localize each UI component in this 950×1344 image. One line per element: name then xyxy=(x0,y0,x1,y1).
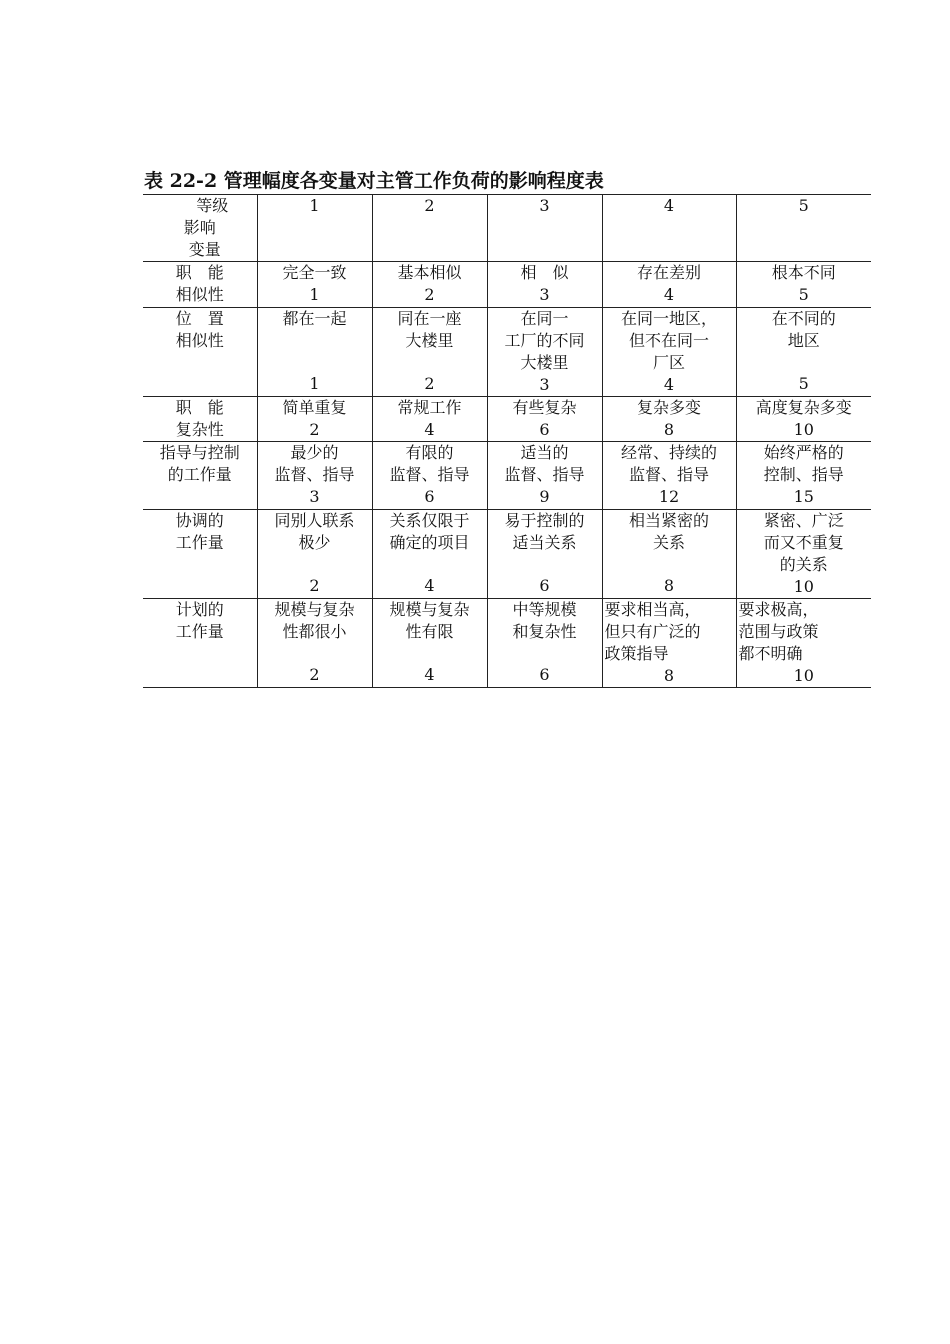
rating-score: 3 xyxy=(539,285,550,304)
rating-description-line: 基本相似 xyxy=(397,263,462,282)
rating-description-line: 常规工作 xyxy=(397,398,462,417)
rating-description xyxy=(260,442,370,486)
rating-score: 5 xyxy=(798,374,809,393)
rating-description-line: 高度复杂多变 xyxy=(755,398,852,417)
rating-score: 12 xyxy=(658,487,680,506)
variable-cell xyxy=(143,510,257,599)
rating-score: 2 xyxy=(424,285,435,304)
variable-cell xyxy=(143,262,257,308)
rating-cell xyxy=(736,510,871,599)
rating-cell xyxy=(257,599,372,688)
rating-description-line: 而又不重复 xyxy=(763,533,844,552)
rating-score: 5 xyxy=(798,285,809,304)
rating-score: 8 xyxy=(663,666,675,685)
rating-cell xyxy=(257,397,372,442)
rating-score: 6 xyxy=(539,665,550,684)
rating-cell xyxy=(602,510,736,599)
rating-description xyxy=(605,262,734,284)
rating-description-line: 监督、指导 xyxy=(274,465,355,484)
rating-score: 3 xyxy=(539,375,550,394)
rating-description xyxy=(605,308,734,374)
rating-score: 2 xyxy=(309,576,320,595)
rating-cell xyxy=(602,397,736,442)
rating-score: 6 xyxy=(539,576,550,595)
rating-description-line: 完全一致 xyxy=(282,263,347,282)
rating-score: 8 xyxy=(663,420,675,439)
rating-description xyxy=(739,308,870,352)
rating-description-line: 但不在同一 xyxy=(628,331,709,350)
rating-cell xyxy=(736,442,871,510)
variable-label-line: 计划的 xyxy=(175,600,224,619)
rating-description-line: 要求极高， xyxy=(738,600,819,619)
rating-description xyxy=(739,599,870,665)
rating-score: 3 xyxy=(309,487,320,506)
rating-score: 1 xyxy=(309,285,320,304)
rating-score: 2 xyxy=(424,374,435,393)
rating-cell xyxy=(257,510,372,599)
rating-description xyxy=(490,308,600,374)
rating-description-line: 和复杂性 xyxy=(512,622,577,641)
variable-label-line: 职 能 xyxy=(175,398,224,417)
rating-score: 10 xyxy=(793,577,814,596)
rating-description-line: 控制、指导 xyxy=(763,465,844,484)
table-row xyxy=(143,510,871,599)
rating-description-line: 复杂多变 xyxy=(636,398,701,417)
rating-description xyxy=(490,397,600,419)
rating-description xyxy=(605,442,734,486)
rating-description-line: 相当紧密的 xyxy=(628,511,709,530)
rating-description-line: 规模与复杂 xyxy=(274,600,355,619)
rating-score: 1 xyxy=(309,374,320,393)
rating-description-line: 性都很小 xyxy=(282,622,347,641)
variable-cell xyxy=(143,308,257,397)
rating-score: 4 xyxy=(663,285,675,304)
rating-description xyxy=(375,397,485,419)
rating-cell xyxy=(736,397,871,442)
rating-description xyxy=(260,510,370,554)
variable-label-line: 位 置 xyxy=(175,309,224,328)
rating-description xyxy=(605,599,734,665)
rating-description-line: 中等规模 xyxy=(512,600,577,619)
variable-cell xyxy=(143,599,257,688)
rating-description-line: 适当关系 xyxy=(512,533,577,552)
rating-description xyxy=(375,442,485,486)
rating-cell xyxy=(487,262,602,308)
rating-score: 8 xyxy=(663,576,675,595)
rating-cell xyxy=(487,442,602,510)
rating-description-line: 规模与复杂 xyxy=(389,600,470,619)
rating-cell xyxy=(602,308,736,397)
rating-description xyxy=(739,262,870,284)
rating-description-line: 都不明确 xyxy=(738,644,803,663)
rating-score: 6 xyxy=(539,420,550,439)
variable-cell xyxy=(143,442,257,510)
variable-label-line: 协调的 xyxy=(175,511,224,530)
rating-cell xyxy=(602,599,736,688)
level-header-4: 4 xyxy=(602,195,736,262)
rating-cell xyxy=(372,397,487,442)
rating-description-line: 根本不同 xyxy=(771,263,836,282)
rating-score: 4 xyxy=(424,576,435,595)
rating-description-line: 性有限 xyxy=(405,622,454,641)
rating-description xyxy=(375,510,485,554)
rating-description xyxy=(490,442,600,486)
rating-cell xyxy=(602,262,736,308)
rating-description-line: 极少 xyxy=(298,533,331,552)
rating-description-line: 范围与政策 xyxy=(738,622,819,641)
corner-influence-label: 影响 xyxy=(183,218,216,237)
rating-description-line: 政策指导 xyxy=(604,644,669,663)
rating-description-line: 最少的 xyxy=(290,443,339,462)
rating-cell xyxy=(487,510,602,599)
rating-description-line: 厂区 xyxy=(652,353,685,372)
rating-description-line: 大楼里 xyxy=(520,353,569,372)
rating-description xyxy=(739,397,870,419)
level-header-2: 2 xyxy=(372,195,487,262)
rating-score: 6 xyxy=(424,487,435,506)
level-header-3: 3 xyxy=(487,195,602,262)
rating-score: 9 xyxy=(539,487,550,506)
variable-label-line: 的工作量 xyxy=(167,465,232,484)
variable-label-line: 复杂性 xyxy=(175,420,224,439)
corner-variable-label: 变量 xyxy=(188,240,221,259)
table-row xyxy=(143,308,871,397)
rating-description-line: 相 似 xyxy=(520,263,569,282)
rating-description xyxy=(490,262,600,284)
rating-cell xyxy=(487,599,602,688)
rating-description-line: 在同一地区， xyxy=(620,309,717,328)
header-row xyxy=(143,195,871,262)
rating-description-line: 确定的项目 xyxy=(389,533,470,552)
rating-description-line: 同别人联系 xyxy=(274,511,355,530)
rating-cell xyxy=(736,599,871,688)
rating-description-line: 大楼里 xyxy=(405,331,454,350)
rating-score: 4 xyxy=(424,420,435,439)
rating-description-line: 都在一起 xyxy=(282,309,347,328)
rating-description-line: 简单重复 xyxy=(282,398,347,417)
variable-cell xyxy=(143,397,257,442)
level-header-1: 1 xyxy=(257,195,372,262)
variable-label-line: 指导与控制 xyxy=(159,443,240,462)
rating-description-line: 关系仅限于 xyxy=(389,511,470,530)
workload-influence-table xyxy=(143,194,871,688)
variable-label-line: 职 能 xyxy=(175,263,224,282)
rating-description-line: 紧密、广泛 xyxy=(763,511,844,530)
table-row xyxy=(143,262,871,308)
rating-description xyxy=(605,397,734,419)
rating-cell xyxy=(372,599,487,688)
rating-score: 15 xyxy=(793,487,814,506)
rating-cell xyxy=(487,397,602,442)
rating-description-line: 有些复杂 xyxy=(512,398,577,417)
variable-label-line: 相似性 xyxy=(175,331,224,350)
rating-score: 10 xyxy=(793,666,814,685)
table-row xyxy=(143,397,871,442)
rating-score: 2 xyxy=(309,420,320,439)
rating-cell xyxy=(487,308,602,397)
rating-cell xyxy=(736,262,871,308)
rating-description-line: 易于控制的 xyxy=(504,511,585,530)
rating-description-line: 存在差别 xyxy=(636,263,701,282)
rating-cell xyxy=(257,262,372,308)
corner-header-cell xyxy=(143,195,257,262)
rating-description-line: 在不同的 xyxy=(771,309,836,328)
rating-description-line: 适当的 xyxy=(520,443,569,462)
rating-description xyxy=(605,510,734,554)
rating-description xyxy=(375,262,485,284)
rating-score: 4 xyxy=(663,375,675,394)
rating-description-line: 经常、持续的 xyxy=(620,443,717,462)
rating-description-line: 在同一 xyxy=(520,309,569,328)
rating-cell xyxy=(372,510,487,599)
rating-description xyxy=(375,599,485,643)
rating-description-line: 地区 xyxy=(787,331,820,350)
rating-cell xyxy=(257,442,372,510)
rating-cell xyxy=(372,442,487,510)
rating-description-line: 的关系 xyxy=(779,555,828,574)
table-row xyxy=(143,442,871,510)
rating-score: 2 xyxy=(309,665,320,684)
rating-description-line: 但只有广泛的 xyxy=(604,622,701,641)
rating-description-line: 同在一座 xyxy=(397,309,462,328)
rating-description-line: 监督、指导 xyxy=(628,465,709,484)
level-header-5: 5 xyxy=(736,195,871,262)
rating-cell xyxy=(736,308,871,397)
table-caption: 表 22-2 管理幅度各变量对主管工作负荷的影响程度表 xyxy=(144,170,604,192)
rating-cell xyxy=(257,308,372,397)
rating-score: 10 xyxy=(793,420,814,439)
rating-description-line: 始终严格的 xyxy=(763,443,844,462)
rating-description xyxy=(260,599,370,643)
rating-cell xyxy=(372,308,487,397)
rating-description xyxy=(739,510,870,576)
variable-label-line: 相似性 xyxy=(175,285,224,304)
rating-description-line: 监督、指导 xyxy=(389,465,470,484)
rating-description-line: 关系 xyxy=(652,533,685,552)
rating-score: 4 xyxy=(424,665,435,684)
table-row xyxy=(143,599,871,688)
rating-description xyxy=(739,442,870,486)
rating-description-line: 要求相当高， xyxy=(604,600,701,619)
rating-description-line: 有限的 xyxy=(405,443,454,462)
rating-description xyxy=(490,599,600,643)
rating-cell xyxy=(602,442,736,510)
rating-cell xyxy=(372,262,487,308)
rating-description xyxy=(260,308,370,330)
rating-description xyxy=(260,397,370,419)
rating-description-line: 监督、指导 xyxy=(504,465,585,484)
rating-description-line: 工厂的不同 xyxy=(504,331,585,350)
rating-description xyxy=(260,262,370,284)
variable-label-line: 工作量 xyxy=(175,622,224,641)
corner-level-label: 等级 xyxy=(196,196,229,215)
rating-description xyxy=(490,510,600,554)
rating-description xyxy=(375,308,485,352)
variable-label-line: 工作量 xyxy=(175,533,224,552)
